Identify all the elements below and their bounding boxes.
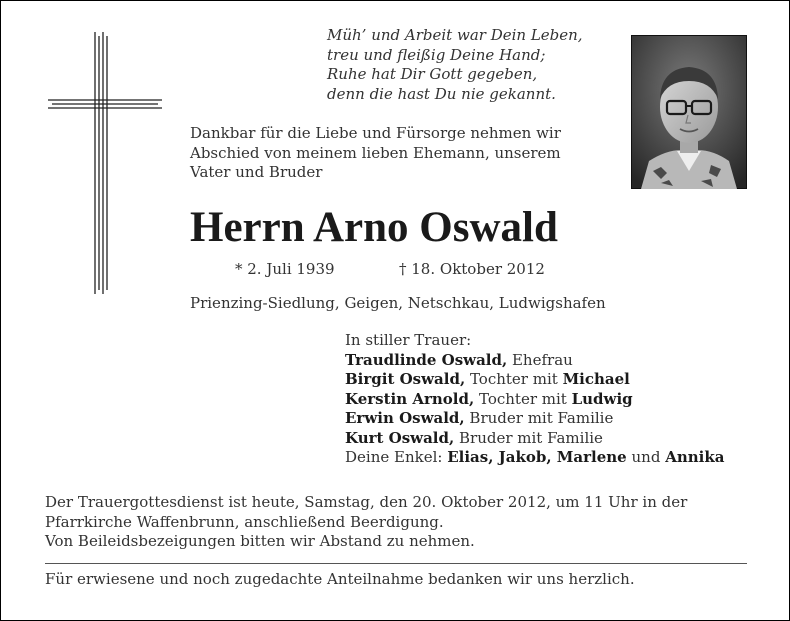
deceased-name: Herrn Arno Oswald [190,204,558,251]
grandchildren-names: Elias, Jakob, Marlene [447,448,627,466]
grandchildren-last: Annika [665,448,725,466]
divider [45,563,747,564]
mourner-partner: Ludwig [571,389,633,408]
mourner-name: Birgit Oswald, [345,370,466,388]
intro-text [190,124,561,183]
intro-line: Dankbar für die Liebe und Fürsorge nehmen wir [190,124,561,142]
intro-line: Abschied von meinem lieben Ehemann, unserem [190,143,561,162]
intro-line: Vater und Bruder [190,163,323,181]
mourner-row [345,351,725,371]
mourners-list [345,331,725,468]
mourner-name: Traudlinde Oswald, [345,350,508,369]
service-line: Der Trauergottesdienst ist heute, Samstag, den 20. Oktober 2012, um 11 Uhr in der [45,493,688,511]
mourner-row [345,390,725,410]
portrait-photo [631,35,747,189]
mourner-row [345,429,725,449]
poem-line: treu und fleißig Deine Hand; [327,45,546,64]
cross-icon [48,32,162,294]
mourner-relation: Ehefrau [511,350,573,369]
birth-date: * 2. Juli 1939 [235,260,335,278]
thanks-line: Für erwiesene und noch zugedachte Anteilnahme bedanken wir uns herzlich. [45,570,635,588]
places-line: Prienzing-Siedlung, Geigen, Netschkau, Ludwigshafen [190,294,606,312]
grandchildren-conjunction: und [631,448,661,466]
service-line: Pfarrkirche Waffenbrunn, anschließend Beerdigung. [45,512,444,531]
poem [327,26,583,104]
mourner-relation: Bruder mit Familie [459,428,603,447]
mourner-row [345,409,725,429]
mourner-name: Kurt Oswald, [345,428,455,447]
service-info [45,493,687,552]
grandchildren-prefix: Deine Enkel: [345,448,443,466]
grandchildren-row [345,448,725,468]
mourner-name: Erwin Oswald, [345,409,465,427]
mourner-name: Kerstin Arnold, [345,389,475,408]
mourner-partner: Michael [562,370,630,388]
poem-line: Müh’ und Arbeit war Dein Leben, [327,26,583,44]
mourner-row [345,370,725,390]
mourner-relation: Tochter mit [469,370,558,388]
death-date: † 18. Oktober 2012 [399,260,545,278]
poem-line: denn die hast Du nie gekannt. [327,84,556,103]
mourner-relation: Bruder mit Familie [469,409,614,427]
service-line: Von Beileidsbezeigungen bitten wir Abstand zu nehmen. [45,532,475,550]
mourners-heading: In stiller Trauer: [345,331,472,349]
mourner-relation: Tochter mit [479,389,567,408]
poem-line: Ruhe hat Dir Gott gegeben, [327,65,538,83]
